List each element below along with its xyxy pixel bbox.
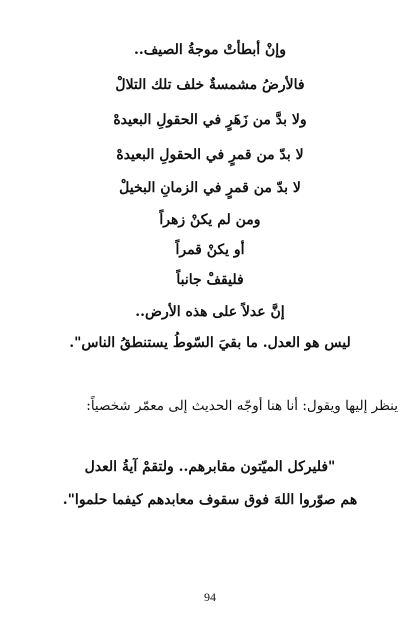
quote-line-1: "فليركل الميّتون مقابرهم.. ولتقمْ آيةُ العدل xyxy=(84,459,336,475)
poem-line-6: ومن لم يكنْ زهراً xyxy=(159,212,261,228)
page-number: 94 xyxy=(204,590,216,604)
poem-line-4: لا بدّ من قمرٍ في الحقولِ البعيدهْ xyxy=(116,147,304,163)
poem-line-1: وإنْ أبطأتْ موجةُ الصيف.. xyxy=(134,42,286,58)
narration-paragraph: ينظر إليها ويقول: أنا هنا أوجّه الحديث إلى معمّر شخصياً: xyxy=(86,398,398,414)
quote-line-2: هم صوّروا اللهَ فوق سقوف معابدهم كيفما حلموا". xyxy=(62,492,358,508)
poem-line-8: فليقفْ جانباً xyxy=(176,272,244,288)
poem-line-9: إنَّ عدلاً على هذه الأرض.. xyxy=(135,304,285,320)
poem-line-10: ليس هو العدل. ما بقيَ السّوطُ يستنطقُ الناس". xyxy=(69,335,351,351)
poem-line-3: ولا بدَّ من زَهَرٍ في الحقولِ البعيدهْ xyxy=(113,112,307,128)
poem-line-2: فالأرضُ مشمسةٌ خلف تلك التلالْ xyxy=(115,77,305,93)
poem-line-5: لا بدّ من قمرٍ في الزمانِ البخيلْ xyxy=(119,180,301,196)
poem-line-7: أو يكنْ قمراً xyxy=(175,242,245,258)
